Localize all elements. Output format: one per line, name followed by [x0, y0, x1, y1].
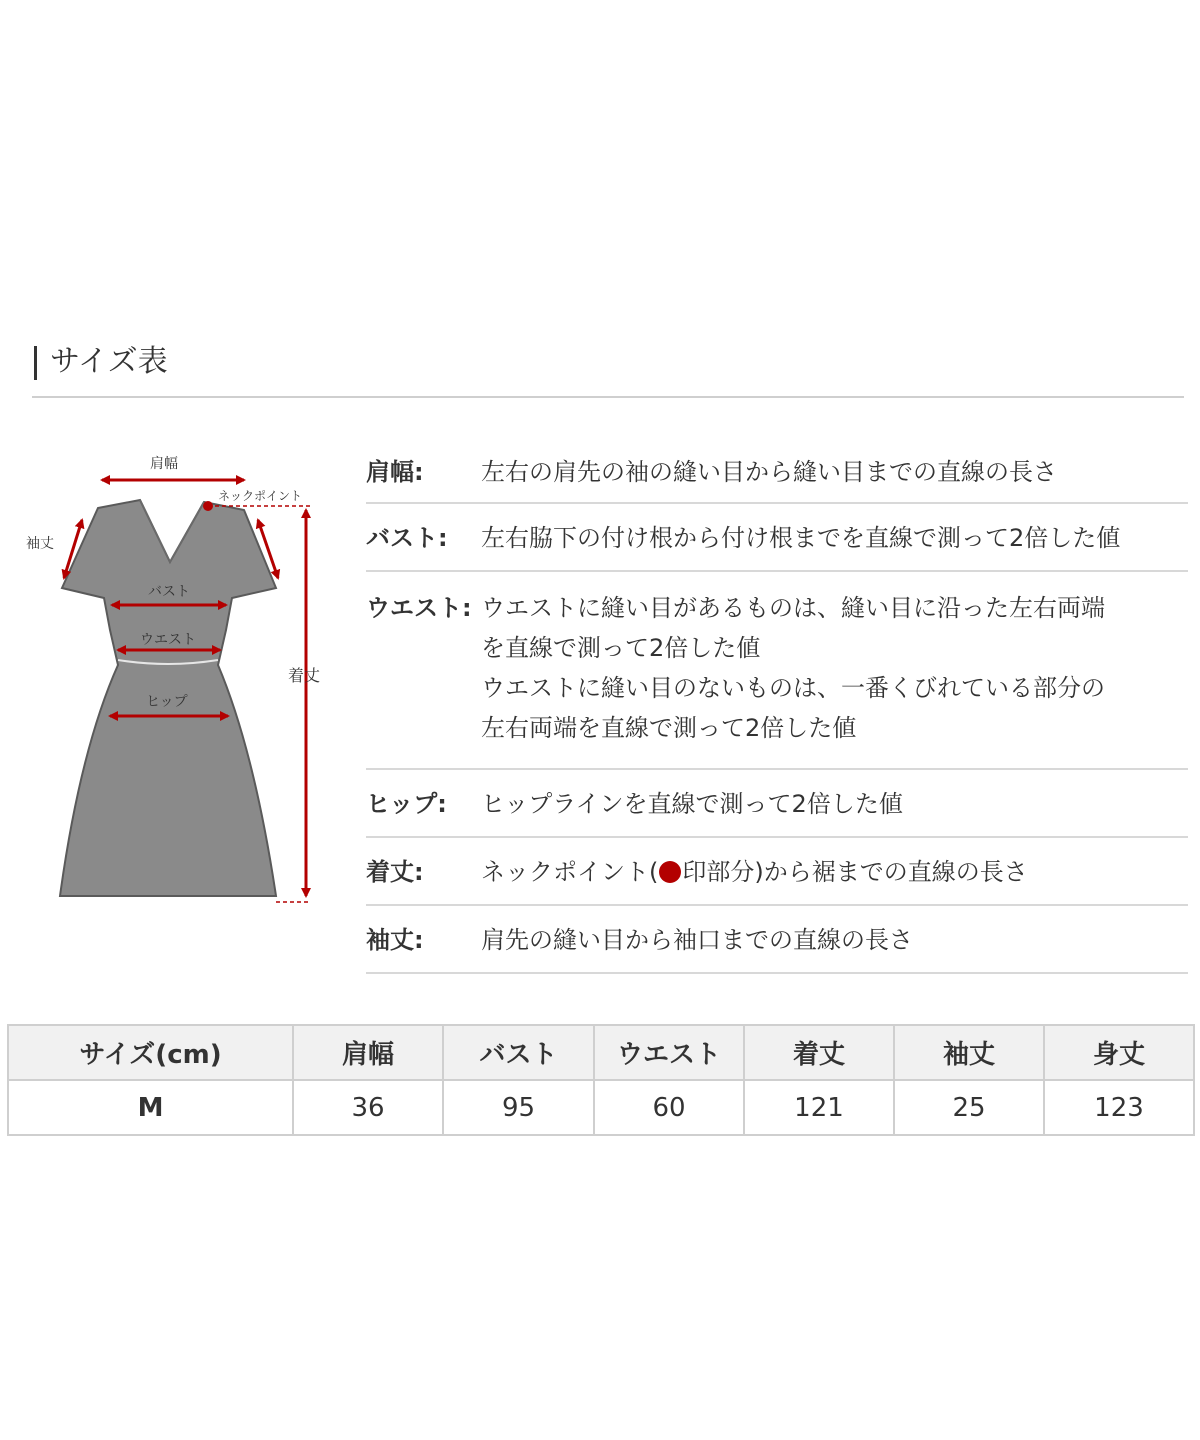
definition-desc: ウエストに縫い目があるものは、縫い目に沿った左右両端 を直線で測って2倍した値 ウエストに縫い目のないものは、一番くびれている部分の 左右両端を直線で測って2倍した値 — [481, 594, 1105, 742]
label-bust: バスト — [148, 584, 190, 600]
definition-sleeve — [366, 906, 1188, 974]
definition-desc: 肩先の縫い目から袖口までの直線の長さ — [481, 926, 913, 954]
table-cell: 60 — [594, 1080, 744, 1135]
definition-desc: ネックポイント( 印部分)から裾までの直線の長さ — [481, 858, 1028, 886]
section-header — [32, 340, 1184, 400]
definition-bust — [366, 504, 1188, 572]
definition-shoulder — [366, 440, 1188, 504]
column-header: 身丈 — [1044, 1025, 1194, 1080]
table-row — [8, 1080, 1194, 1135]
column-header: バスト — [443, 1025, 594, 1080]
label-shoulder: 肩幅 — [150, 456, 178, 472]
column-header: 肩幅 — [293, 1025, 443, 1080]
table-cell: 95 — [443, 1080, 594, 1135]
table-cell: 36 — [293, 1080, 443, 1135]
label-hip: ヒップ — [146, 694, 188, 710]
neck-point-dot-icon — [659, 861, 681, 883]
definition-desc: 左右脇下の付け根から付け根までを直線で測って2倍した値 — [481, 524, 1121, 552]
definition-term: 肩幅: — [366, 458, 424, 486]
table-header-row — [8, 1025, 1194, 1080]
table-cell: 121 — [744, 1080, 894, 1135]
definition-term: バスト: — [366, 524, 448, 552]
table-cell: M — [8, 1080, 293, 1135]
size-table — [7, 1024, 1195, 1136]
table-cell: 25 — [894, 1080, 1044, 1135]
table-cell: 123 — [1044, 1080, 1194, 1135]
definition-hip — [366, 770, 1188, 838]
label-neck-point: ネックポイント — [218, 489, 303, 503]
definition-desc: 左右の肩先の袖の縫い目から縫い目までの直線の長さ — [481, 458, 1057, 486]
definition-term: 袖丈: — [366, 926, 424, 954]
column-header: 着丈 — [744, 1025, 894, 1080]
column-header: ウエスト — [594, 1025, 744, 1080]
label-sleeve: 袖丈 — [26, 536, 54, 552]
definition-term: ヒップ: — [366, 790, 447, 818]
garment-diagram — [18, 450, 338, 920]
definitions-list — [366, 440, 1188, 974]
page-title: サイズ表 — [50, 344, 168, 379]
label-waist: ウエスト — [140, 632, 196, 648]
dress-illustration — [18, 450, 338, 920]
definition-desc: ヒップラインを直線で測って2倍した値 — [481, 790, 903, 818]
column-header: 袖丈 — [894, 1025, 1044, 1080]
definition-waist — [366, 572, 1188, 770]
definition-length — [366, 838, 1188, 906]
label-length: 着丈 — [288, 666, 321, 685]
title-accent-bar — [34, 346, 37, 380]
column-header: サイズ(cm) — [8, 1025, 293, 1080]
definition-term: ウエスト: — [366, 594, 472, 622]
title-divider — [32, 396, 1184, 398]
neck-point-dot — [203, 501, 213, 511]
definition-term: 着丈: — [366, 858, 424, 886]
